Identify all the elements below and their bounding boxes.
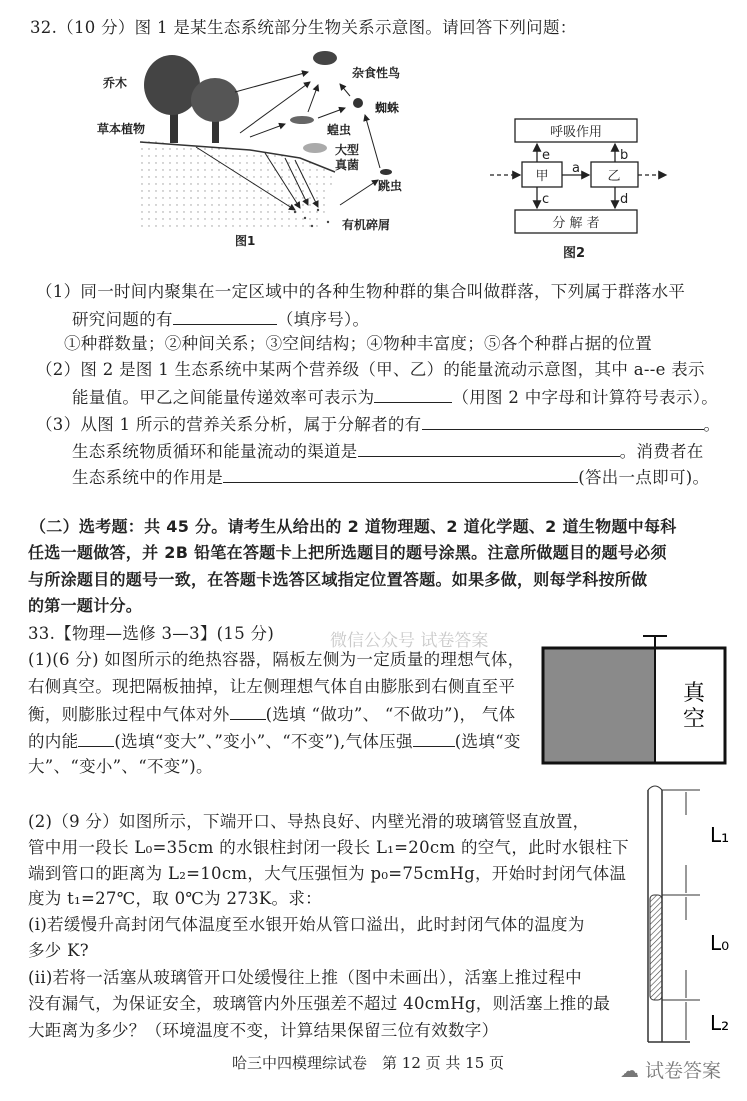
text: （3）从图 1 所示的营养关系分析，属于分解者的有 xyxy=(36,415,422,434)
arrow-label-d: d xyxy=(620,192,629,207)
text: （用图 2 中字母和计算符号表示）。 xyxy=(452,388,719,407)
q33-p2-line3: 端到管口的距离为 L₂=10cm，大气压强恒为 p₀=75cmHg，开始时封闭气体温 xyxy=(28,864,627,883)
q33-p1-line4 xyxy=(28,730,521,752)
tree-icon xyxy=(144,55,239,143)
soil xyxy=(140,140,335,230)
glass-tube-figure xyxy=(630,780,747,1050)
figure-1-caption: 图1 xyxy=(235,234,256,248)
text: (答出一点即可)。 xyxy=(578,468,710,487)
vacuum-label: 真 xyxy=(683,681,706,706)
label-bird: 杂食性鸟 xyxy=(352,66,401,80)
q33-p1-line3 xyxy=(28,703,515,725)
locust-icon xyxy=(290,116,314,124)
q33-p2-line4: 度为 t₁=27℃，取 0℃为 273K。求： xyxy=(28,889,322,908)
text: (选填“变大”、”变小”、“不变”),气体压强 xyxy=(114,732,413,751)
springtail-icon xyxy=(380,169,392,175)
text: 研究问题的有 xyxy=(72,310,173,329)
text: 的内能 xyxy=(28,732,79,751)
jia-box: 甲 xyxy=(535,169,549,184)
answer-blank[interactable] xyxy=(173,308,277,325)
answer-blank[interactable] xyxy=(374,386,452,403)
q32-part3-line2 xyxy=(72,440,704,462)
fungi-icon xyxy=(303,143,327,153)
label-L0: L₀ xyxy=(710,931,730,955)
q32-part1-line2 xyxy=(72,308,369,330)
q32-part2-line2 xyxy=(72,386,718,408)
q32-part1-options: ①种群数量；②种间关系；③空间结构；④物种丰富度；⑤各个种群占据的位置 xyxy=(64,334,652,353)
q33-p2-line6: 多少 K? xyxy=(28,941,89,960)
answer-blank[interactable] xyxy=(223,466,578,483)
insulated-container-figure xyxy=(540,630,735,770)
q33-p1-line5: 大”、“变小”、“不变”)。 xyxy=(28,757,213,776)
wechat-icon: ☁ xyxy=(620,1060,646,1082)
q33-p2-line5: (i)若缓慢升高封闭气体温度至水银开始从管口溢出，此时封闭气体的温度为 xyxy=(28,915,585,934)
q33-title: 33.【物理—选修 3—3】(15 分) xyxy=(28,624,275,643)
answer-blank[interactable] xyxy=(413,730,455,747)
label-locust: 蝗虫 xyxy=(327,123,352,137)
decomposer-box: 分 解 者 xyxy=(552,216,600,231)
answer-blank[interactable] xyxy=(422,413,704,430)
text: 生态系统中的作用是 xyxy=(72,468,224,487)
q32-part1-line1: （1）同一时间内聚集在一定区域中的各种生物种群的集合叫做群落，下列属于群落水平 xyxy=(36,282,686,301)
label-springtail: 跳虫 xyxy=(378,179,403,193)
logo-text: 试卷答案 xyxy=(645,1060,722,1082)
label-L2: L₂ xyxy=(710,1011,730,1035)
text: (选填 “做功”、 “不做功”)， 气体 xyxy=(265,705,516,724)
q33-p1-line1: (1)(6 分) 如图所示的绝热容器，隔板左侧为一定质量的理想气体， xyxy=(28,650,525,669)
label-detritus: 有机碎屑 xyxy=(342,218,391,232)
arrow-label-b: b xyxy=(620,148,629,163)
q33-p1-line2: 右侧真空。现把隔板抽掉，让左侧理想气体自由膨胀到右侧直至平 xyxy=(28,677,516,696)
arrow-label-e: e xyxy=(542,148,550,163)
label-fungi: 大型 xyxy=(335,143,360,157)
bird-icon xyxy=(313,51,337,65)
label-L1: L₁ xyxy=(710,823,730,847)
wechat-logo xyxy=(620,1056,721,1083)
arrow-label-c: c xyxy=(542,192,550,207)
text: (选填“变 xyxy=(454,732,521,751)
text: 能量值。甲乙之间能量传递效率可表示为 xyxy=(72,388,375,407)
figure-2-caption: 图2 xyxy=(563,246,586,261)
q33-p2-line8: 没有漏气，为保证安全，玻璃管内外压强差不超过 40cmHg，则活塞上推的最 xyxy=(28,994,611,1013)
spider-icon xyxy=(353,98,363,108)
text: （填序号）。 xyxy=(276,310,370,329)
section2-line2: 任选一题做答，并 2B 铅笔在答题卡上把所选题目的题号涂黑。注意所做题目的题号必须 xyxy=(28,543,667,562)
label-grass: 草本植物 xyxy=(97,122,146,136)
watermark: 微信公众号 试卷答案 xyxy=(330,631,489,651)
answer-blank[interactable] xyxy=(78,730,114,747)
section2-line1: （二）选考题：共 45 分。请考生从给出的 2 道物理题、2 道化学题、2 道生物题中每科 xyxy=(30,517,677,536)
section2-line4: 的第一题计分。 xyxy=(28,596,143,615)
text: 生态系统物质循环和能量流动的渠道是 xyxy=(72,442,358,461)
vacuum-label-2: 空 xyxy=(683,707,706,732)
label-spider: 蜘蛛 xyxy=(375,101,400,115)
answer-blank[interactable] xyxy=(230,703,266,720)
q33-p2-line9: 大距离为多少？（环境温度不变，计算结果保留三位有效数字） xyxy=(28,1021,499,1040)
page-footer: 哈三中四模理综试卷 第 12 页 共 15 页 xyxy=(232,1054,505,1072)
label-tree: 乔木 xyxy=(103,76,128,90)
figure-1-ecosystem xyxy=(0,0,747,270)
q33-p2-line2: 管中用一段长 L₀=35cm 的水银柱封闭一段长 L₁=20cm 的空气，此时水银柱下 xyxy=(28,838,629,857)
text: 。 xyxy=(703,415,721,434)
q32-part3-line3 xyxy=(72,466,709,488)
text: 。消费者在 xyxy=(619,442,704,461)
q32-title: 32.（10 分）图 1 是某生态系统部分生物关系示意图。请回答下列问题： xyxy=(30,18,577,37)
q32-part2-line1: （2）图 2 是图 1 生态系统中某两个营养级（甲、乙）的能量流动示意图，其中 a--e 表示 xyxy=(36,360,705,379)
label-fungi-2: 真菌 xyxy=(335,158,360,172)
respiration-box: 呼吸作用 xyxy=(549,125,603,140)
answer-blank[interactable] xyxy=(358,440,620,457)
q32-part3-line1 xyxy=(36,413,720,435)
section2-line3: 与所涂题目的题号一致，在答题卡选答区域指定位置答题。如果多做，则每学科按所做 xyxy=(28,570,648,589)
text: 衡，则膨胀过程中气体对外 xyxy=(28,705,230,724)
arrow-label-a: a xyxy=(572,161,580,176)
yi-box: 乙 xyxy=(607,169,621,184)
q33-p2-line1: (2)（9 分）如图所示，下端开口、导热良好、内壁光滑的玻璃管竖直放置， xyxy=(28,812,590,831)
q33-p2-line7: (ii)若将一活塞从玻璃管开口处缓慢往上推（图中未画出），活塞上推过程中 xyxy=(28,968,582,987)
